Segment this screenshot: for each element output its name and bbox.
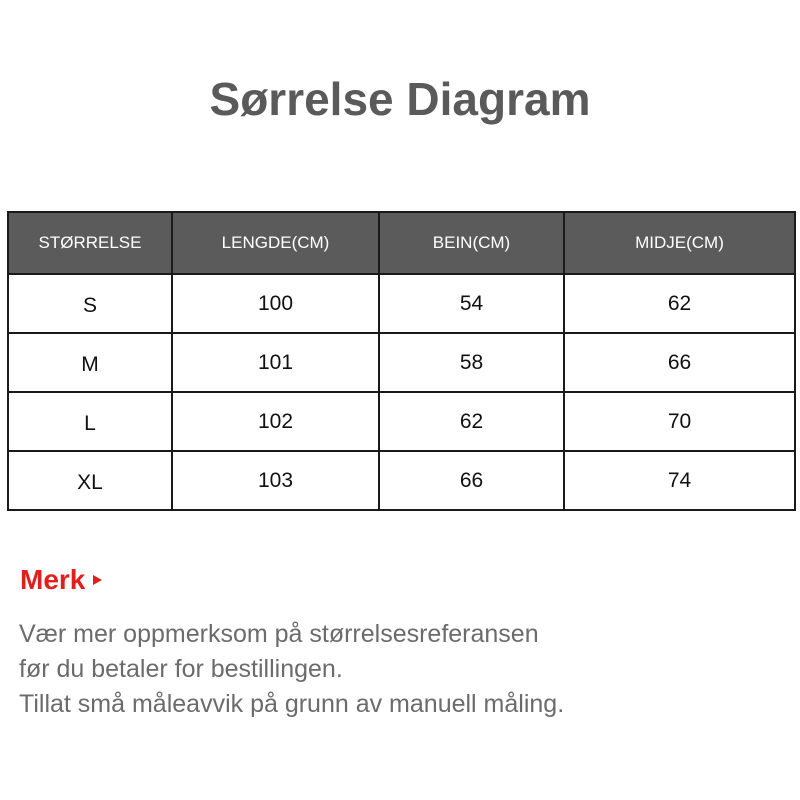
leg-cell: 66 bbox=[379, 451, 564, 510]
table-row bbox=[8, 392, 795, 451]
column-header-length: LENGDE(CM) bbox=[172, 212, 379, 274]
column-header-waist: MIDJE(CM) bbox=[564, 212, 795, 274]
waist-cell: 66 bbox=[564, 333, 795, 392]
length-cell: 101 bbox=[172, 333, 379, 392]
size-cell: S bbox=[8, 274, 172, 333]
leg-cell: 58 bbox=[379, 333, 564, 392]
leg-cell: 62 bbox=[379, 392, 564, 451]
table-row bbox=[8, 274, 795, 333]
page-title: Sørrelse Diagram bbox=[209, 73, 591, 125]
leg-cell: 54 bbox=[379, 274, 564, 333]
size-cell: M bbox=[8, 333, 172, 392]
note-line: før du betaler for bestillingen. bbox=[19, 655, 343, 683]
length-cell: 103 bbox=[172, 451, 379, 510]
table-row bbox=[8, 333, 795, 392]
length-cell: 100 bbox=[172, 274, 379, 333]
length-cell: 102 bbox=[172, 392, 379, 451]
table-header-row bbox=[8, 212, 795, 274]
size-chart-table bbox=[7, 211, 796, 511]
column-header-size: STØRRELSE bbox=[8, 212, 172, 274]
waist-cell: 62 bbox=[564, 274, 795, 333]
column-header-leg: BEIN(CM) bbox=[379, 212, 564, 274]
note-heading bbox=[20, 564, 102, 596]
size-cell: L bbox=[8, 392, 172, 451]
note-text bbox=[19, 617, 564, 722]
triangle-right-icon bbox=[93, 575, 102, 585]
note-line: Tillat små måleavvik på grunn av manuell måling. bbox=[19, 690, 565, 718]
note-line: Vær mer oppmerksom på størrelsesreferansen bbox=[19, 620, 539, 648]
table-row bbox=[8, 451, 795, 510]
size-cell: XL bbox=[8, 451, 172, 510]
waist-cell: 70 bbox=[564, 392, 795, 451]
waist-cell: 74 bbox=[564, 451, 795, 510]
note-heading-label: Merk bbox=[20, 564, 86, 595]
